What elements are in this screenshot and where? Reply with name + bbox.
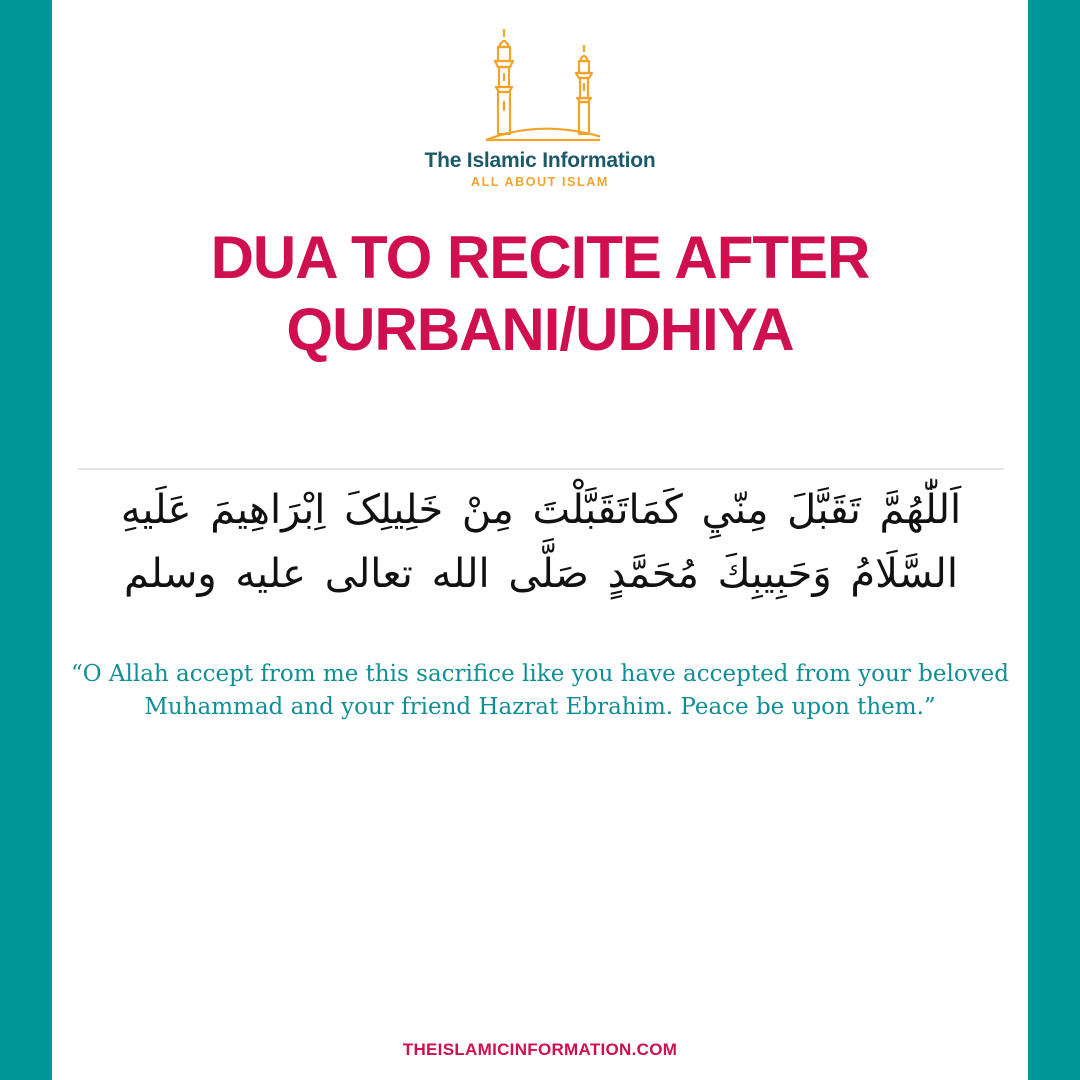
brand-name: The Islamic Information [424, 149, 656, 172]
mosque-minarets-icon [480, 25, 600, 145]
page-title [60, 222, 1020, 366]
arabic-dua-line-1: اَللّٰهُمَّ تَقَبَّلَ مِنّيِ كَمَاتَقَبَّلْتَ مِنْ خَلِيلِکَ اِبْرَاهِيمَ عَلَيهِ [120, 487, 962, 533]
title-line-1: DUA TO RECITE AFTER [210, 224, 870, 291]
divider [78, 468, 1004, 470]
left-teal-border [0, 0, 52, 1080]
right-teal-border [1028, 0, 1080, 1080]
arabic-dua [78, 478, 1004, 606]
brand-tagline: ALL ABOUT ISLAM [471, 175, 609, 189]
title-line-2: QURBANI/UDHIYA [286, 296, 794, 363]
brand-logo [400, 25, 680, 195]
website-link[interactable]: THEISLAMICINFORMATION.COM [402, 1040, 678, 1059]
dua-translation: “O Allah accept from me this sacrifice like you have accepted from your beloved Muhammad and your friend Hazrat Ebrahim. Peace be upon them.” [70, 661, 1010, 720]
arabic-dua-line-2: السَّلَامُ وَحَبِيبِكَ مُحَمَّدٍ صَلَّى الله تعالى عليه وسلم [124, 551, 958, 597]
